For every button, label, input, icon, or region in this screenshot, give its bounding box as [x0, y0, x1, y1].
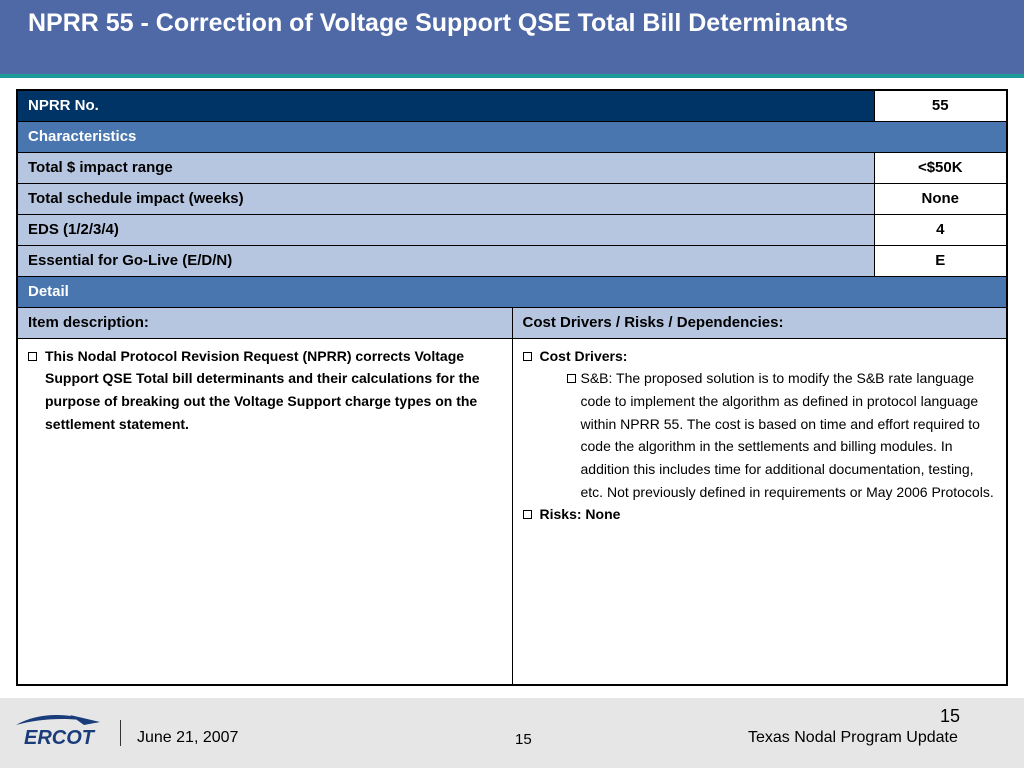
table-row: [17, 183, 1007, 214]
table-row: [17, 152, 1007, 183]
footer-program-name: Texas Nodal Program Update: [748, 729, 958, 746]
eds-label: EDS (1/2/3/4): [17, 214, 874, 245]
schedule-impact-value: None: [874, 183, 1007, 214]
title-stripe: [0, 74, 1024, 78]
title-band: [0, 0, 1024, 74]
cost-drivers-detail: S&B: The proposed solution is to modify the S&B rate language code to implement the algorithm as defined in protocol language within NPRR 55. The cost is based on time and effort required to code the algorithm in the settlements and billing modules. In addition this includes time for additional documentation, testing, etc. Not previously defined in requirements or May 2006 Protocols.: [580, 370, 994, 500]
risks-label: Risks: None: [539, 506, 621, 523]
cost-drivers-label: Cost Drivers:: [539, 347, 628, 364]
checkbox-bullet-icon: [28, 352, 37, 361]
checkbox-bullet-icon: [523, 510, 532, 519]
eds-value: 4: [874, 214, 1007, 245]
schedule-impact-label: Total schedule impact (weeks): [17, 183, 874, 214]
nprr-summary-table: [16, 89, 1008, 686]
logo-divider: [120, 720, 121, 746]
slide-title: NPRR 55 - Correction of Voltage Support QSE Total Bill Determinants: [28, 9, 848, 37]
table-row: [17, 245, 1007, 276]
essential-go-live-label: Essential for Go-Live (E/D/N): [17, 245, 874, 276]
slide-number: 15: [940, 706, 961, 726]
footer-center-page-number: 15: [515, 731, 532, 748]
item-description-bullet: [28, 345, 502, 436]
impact-range-label: Total $ impact range: [17, 152, 874, 183]
detail-row: [17, 276, 1007, 307]
checkbox-bullet-icon: [523, 352, 532, 361]
detail-header: Detail: [17, 276, 1007, 307]
detail-columns-row: [17, 307, 1007, 338]
footer: [0, 698, 1024, 768]
footer-date: June 21, 2007: [137, 729, 239, 746]
item-description-cell: [17, 338, 512, 685]
essential-go-live-value: E: [874, 245, 1007, 276]
detail-content-row: [17, 338, 1007, 685]
cost-drivers-cell: [512, 338, 1007, 685]
characteristics-row: [17, 121, 1007, 152]
logo-wordmark: ERCOT: [24, 727, 94, 749]
nprr-number-row: [17, 90, 1007, 121]
ercot-logo: [10, 708, 102, 750]
item-description-header: Item description:: [17, 307, 512, 338]
item-description-text: This Nodal Protocol Revision Request (NPRR) corrects Voltage Support QSE Total bill determinants and their calculations for the purpose of breaking out the Voltage Support charge types on the settlement statement.: [45, 347, 480, 432]
cost-drivers-header: Cost Drivers / Risks / Dependencies:: [512, 307, 1007, 338]
checkbox-bullet-icon: [567, 374, 576, 383]
nprr-number-value: 55: [874, 90, 1007, 121]
nprr-number-label: NPRR No.: [17, 90, 874, 121]
cost-drivers-subbullet: [523, 367, 997, 503]
risks-bullet: [523, 503, 997, 526]
impact-range-value: <$50K: [874, 152, 1007, 183]
characteristics-header: Characteristics: [17, 121, 1007, 152]
cost-drivers-bullet: [523, 345, 997, 368]
table-row: [17, 214, 1007, 245]
